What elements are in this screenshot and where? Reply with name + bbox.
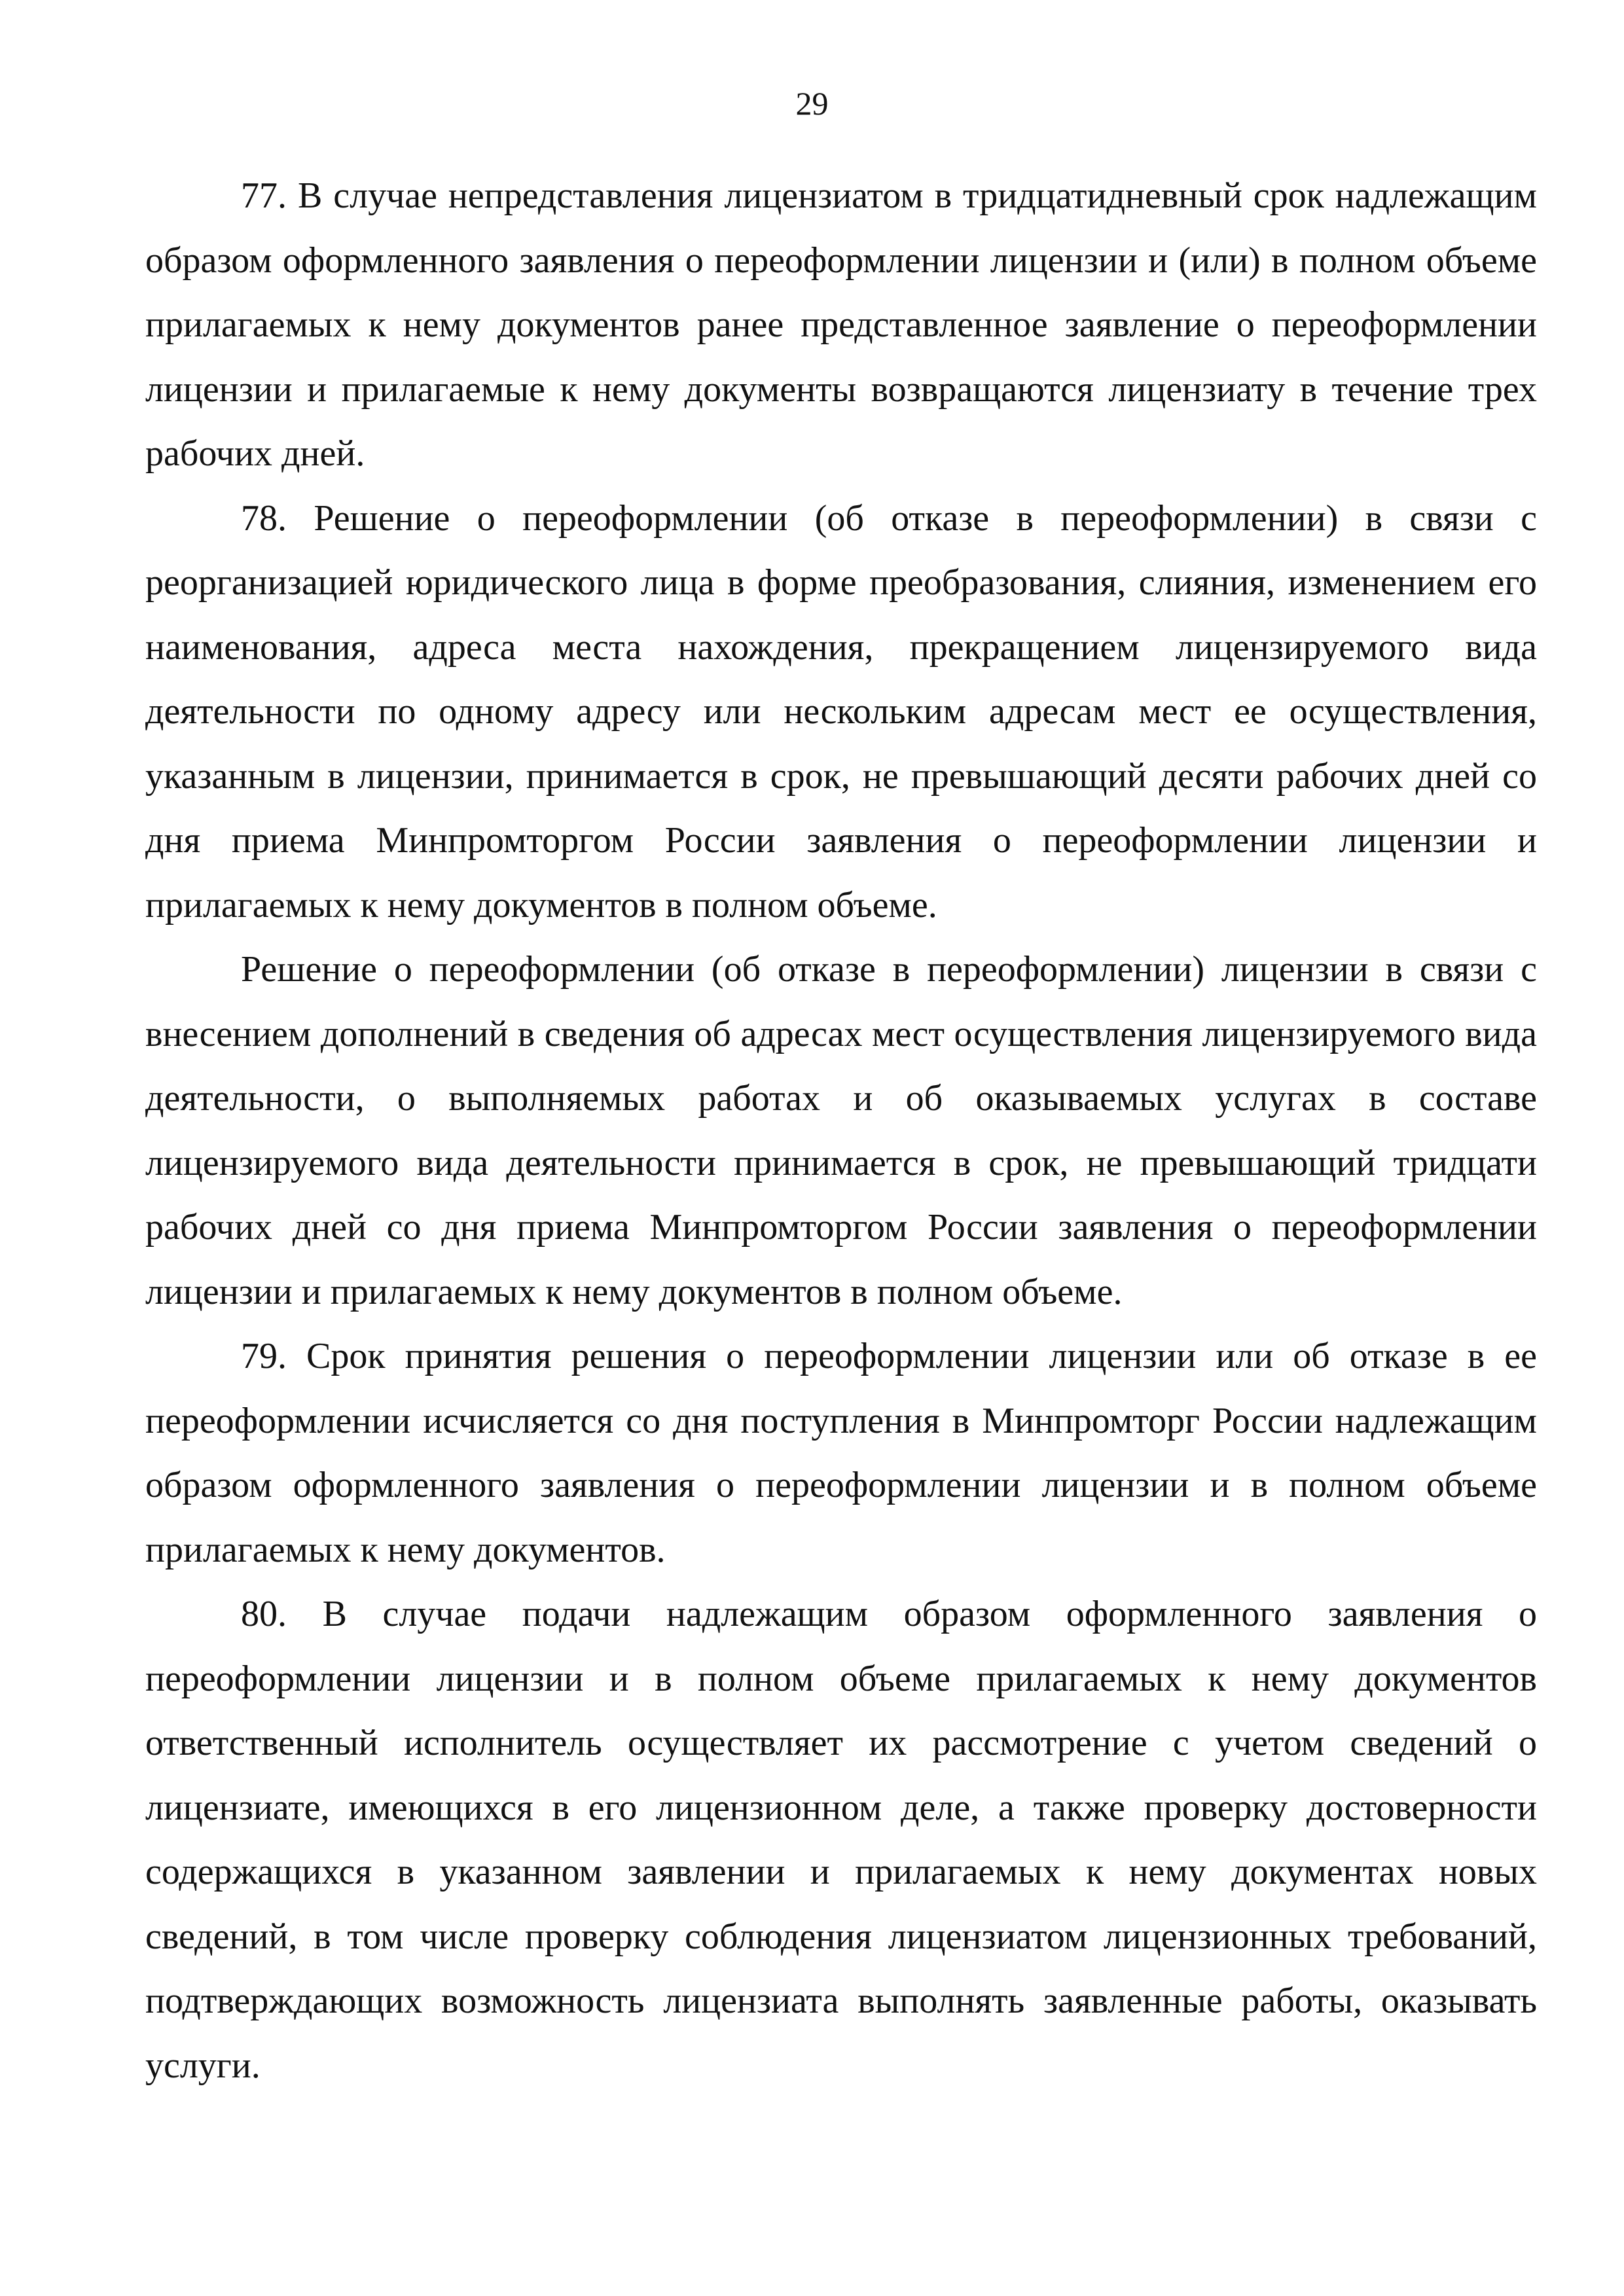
paragraph-80: 80. В случае подачи надлежащим образом оформленного заявления о переоформлении лицензии и в полном объеме прилагаемых к нему документов ответственный исполнитель осуществляет их рассмотрение с учетом сведений о лицензиате, имеющихся в его лицензионном деле, а также проверку достоверности содержащихся в указанном заявлении и прилагаемых к нему документах новых сведений, в том числе проверку соблюдения лицензиатом лицензионных требований, подтверждающих возможность лицензиата выполнять заявленные работы, оказывать услуги. (145, 1594, 1537, 2086)
paragraph-78: 78. Решение о переоформлении (об отказе в переоформлении) в связи с реорганизацией юридического лица в форме преобразования, слияния, изменением его наименования, адреса места нахождения, прекращением лицензируемого вида деятельности по одному адресу или нескольким адресам мест ее осуществления, указанным в лицензии, принимается в срок, не превышающий десяти рабочих дней со дня приема Минпромторгом России заявления о переоформлении лицензии и прилагаемых к нему документов в полном объеме. (145, 497, 1537, 925)
paragraph-78-continuation: Решение о переоформлении (об отказе в переоформлении) лицензии в связи с внесением дополнений в сведения об адресах мест осуществления лицензируемого вида деятельности, о выполняемых работах и об оказываемых услугах в составе лицензируемого вида деятельности принимается в срок, не превышающий тридцати рабочих дней со дня приема Минпромторгом России заявления о переоформлении лицензии и прилагаемых к нему документов в полном объеме. (145, 949, 1537, 1312)
document-body (145, 164, 1537, 2098)
page-number: 29 (795, 85, 829, 122)
paragraph-79: 79. Срок принятия решения о переоформлении лицензии или об отказе в ее переоформлении исчисляется со дня поступления в Минпромторг России надлежащим образом оформленного заявления о переоформлении лицензии и в полном объеме прилагаемых к нему документов. (145, 1336, 1537, 1570)
paragraph-77: 77. В случае непредставления лицензиатом в тридцатидневный срок надлежащим образом оформленного заявления о переоформлении лицензии и (или) в полном объеме прилагаемых к нему документов ранее представленное заявление о переоформлении лицензии и прилагаемые к нему документы возвращаются лицензиату в течение трех рабочих дней. (145, 175, 1537, 474)
